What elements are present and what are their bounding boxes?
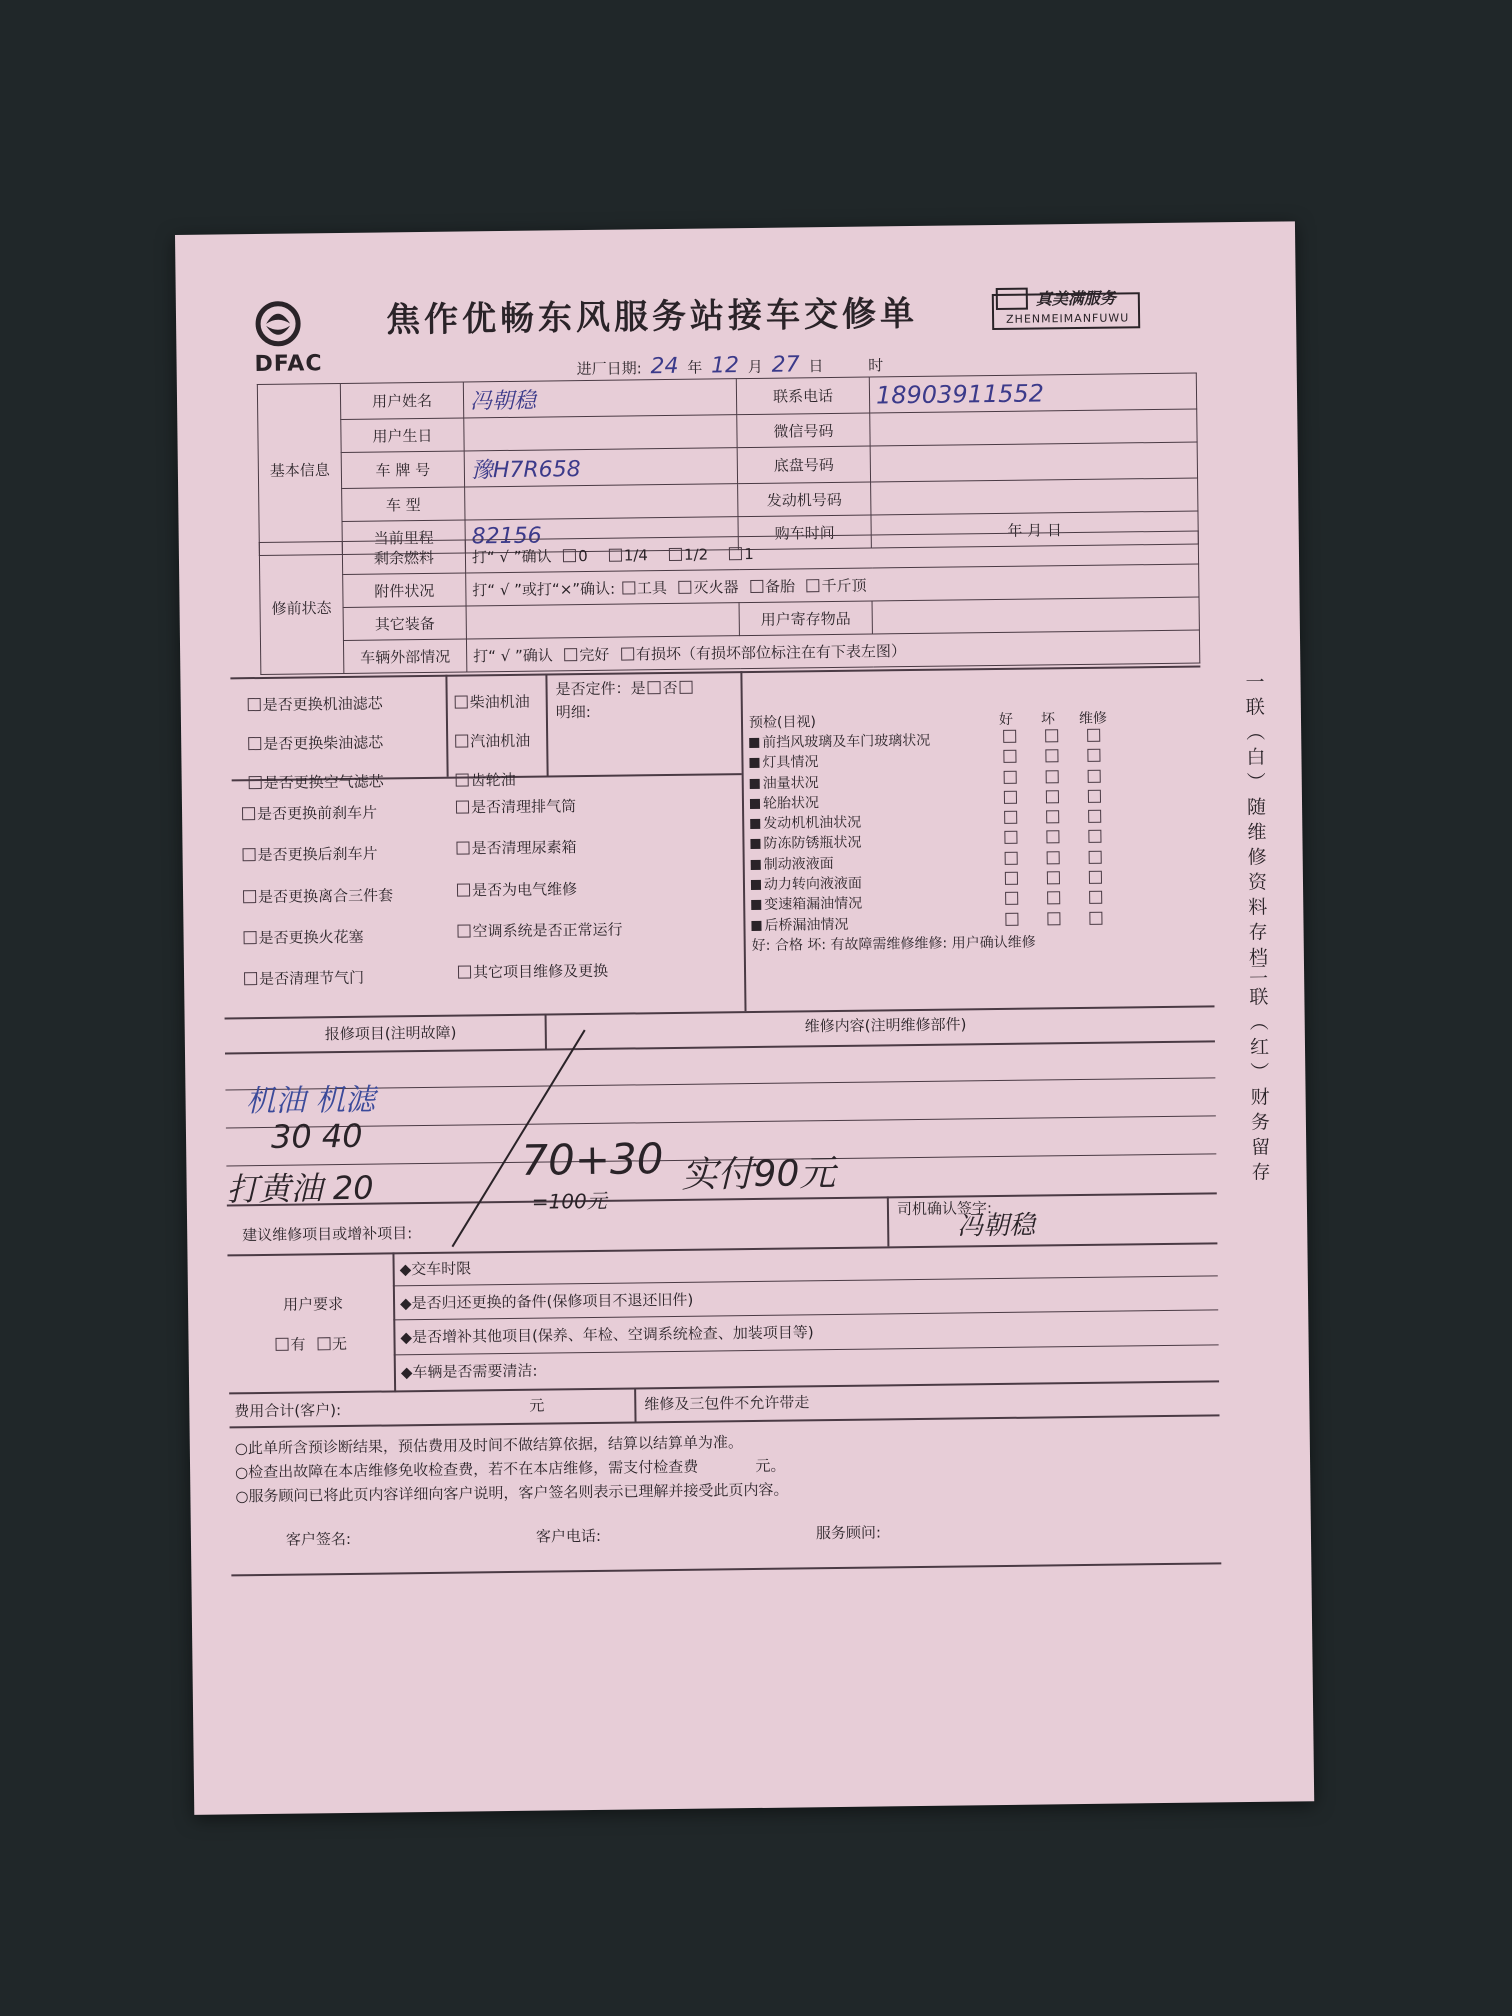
fuel-box-1[interactable] [609,548,622,561]
precheck-row: 轮胎状况 [750,789,1130,814]
hour-label: 时 [868,356,884,375]
acc-opt-1: 灭火器 [693,577,739,597]
acc-box-0[interactable] [622,581,635,594]
name-value [463,379,736,418]
customer-sign-label: 客户签名: [285,1529,352,1549]
checks-b [453,683,531,801]
fuel-opt-1: 1/4 [623,545,649,565]
fuel-box-0[interactable] [563,549,576,562]
repair-hand-4: 70+30 [521,1134,664,1185]
check-d-2[interactable]: 是否为电气维修 [455,868,623,911]
suggest-label: 建议维修项目或增补项目: [242,1224,413,1245]
mileage-hand: 82156 [471,523,542,549]
divider [445,675,448,777]
fuel-opt-2: 1/2 [683,545,709,564]
divider [740,671,746,1011]
pen-stroke-icon [445,1025,598,1257]
precheck-row: 变速箱漏油情况 [751,891,1131,916]
ext-opt-0: 完好 [579,645,610,664]
precheck-row: 前挡风玻璃及车门玻璃状况 [749,728,1129,753]
check-b-1[interactable]: 汽油机油 [453,722,530,762]
divider [392,1252,395,1392]
check-a-0[interactable]: 是否更换机油滤芯 [246,684,383,725]
basic-info-table [257,373,1199,556]
fixed-q: 是否定件：是 [555,679,646,699]
birthday-value [464,415,737,451]
precheck-title: 预检(目视) [748,714,817,732]
none-label: 无 [332,1334,348,1354]
detail-label: 明细: [555,703,592,722]
day-label: 日 [808,357,824,376]
model-value [465,484,738,520]
name-label: 用户姓名 [340,382,463,420]
none-box[interactable] [317,1337,330,1350]
ext-box-1[interactable] [621,647,634,660]
divider [225,1005,1215,1019]
fuel-box-2[interactable] [669,547,682,560]
divider [545,673,548,775]
divider [634,1387,636,1421]
precheck-row: 后桥漏油情况 [751,911,1131,936]
brand-sub: ZHENMEIMANFUWU [1006,311,1130,326]
note-2-unit: 元。 [755,1456,786,1476]
fuel-text: 打“ √ ”确认 [471,546,552,566]
fixed-part [555,677,695,725]
brand-text: 真美满服务 [1035,288,1116,309]
customer-phone-label: 客户电话: [535,1526,602,1546]
date-label: 进厂日期: [576,359,642,379]
check-d-0[interactable]: 是否清理排气筒 [454,786,622,829]
buy-label: 购车时间 [738,515,871,550]
plate-hand: 豫H7R658 [470,457,581,484]
req-item-2: ◆是否增补其他项目(保养、年检、空调系统检查、加装项目等) [400,1323,814,1347]
check-c-0[interactable]: 是否更换前刹车片 [240,792,393,835]
entry-date [576,351,887,380]
check-a-1[interactable]: 是否更换柴油滤芯 [246,723,383,764]
precheck-row: 制动液液面 [751,850,1131,875]
plate-label: 车 牌 号 [341,451,464,489]
model-label: 车 型 [342,487,465,522]
repair-hand-5: =100元 [531,1188,607,1214]
store-label: 用户寄存物品 [739,601,872,636]
col-bad: 坏 [1040,711,1056,728]
checks-c [240,792,395,1000]
buy-value: 年 月 日 [871,511,1198,548]
checks-d [454,786,624,994]
repair-col-2: 维修内容(注明维修部件) [804,1015,967,1036]
divider [231,1562,1221,1576]
acc-box-3[interactable] [807,579,820,592]
driver-sign: 冯朝稳 [956,1210,1036,1242]
logo-text: DFAC [254,351,323,378]
basic-group-label: 基本信息 [257,383,342,555]
month-label: 月 [747,357,763,377]
date-year: 24 [650,353,679,380]
check-c-2[interactable]: 是否更换离合三件套 [241,875,394,918]
check-b-0[interactable]: 柴油机油 [453,683,530,723]
precheck-row: 灯具情况 [749,749,1129,774]
precheck-footer: 好: 合格 坏: 有故障需维修维修: 用户确认维修 [751,934,1036,954]
cost-note: 维修及三包件不允许带走 [644,1393,810,1414]
repair-hand-2: 30 40 [270,1116,363,1156]
mileage-label: 当前里程 [342,520,465,555]
driver-label: 司机确认签字: [896,1199,993,1219]
precheck-row: 发动机机油状况 [750,810,1130,835]
phone-hand: 18903911552 [875,378,1045,409]
year-label: 年 [687,358,703,377]
engine-value [871,478,1198,515]
fixed-no: 否 [662,678,678,698]
repair-hand-6: 实付90元 [681,1153,836,1196]
chassis-value [870,442,1197,482]
cost-unit: 元 [529,1396,545,1415]
ext-text: 打“ √ ”确认 [473,645,553,665]
req-item-1: ◆是否归还更换的备件(保修项目不退还旧件) [399,1290,694,1313]
ext-label: 车辆外部情况 [343,639,466,674]
birthday-label: 用户生日 [341,418,464,453]
repair-col-1: 报修项目(注明故障) [324,1023,457,1044]
divider [887,1196,889,1246]
chassis-label: 底盘号码 [737,446,870,484]
precheck-row: 防冻防锈瓶状况 [750,830,1130,855]
note-3: ○服务顾问已将此页内容详细向客户说明，客户签名则表示已理解并接受此页内容。 [235,1480,789,1506]
acc-opt-2: 备胎 [764,576,796,596]
acc-box-2[interactable] [750,579,763,592]
check-d-1[interactable]: 是否清理尿素箱 [454,827,622,870]
advisor-label: 服务顾问: [815,1523,882,1543]
side-label-2: 二联（红）财务留存 [1245,961,1271,1187]
req-item-3: ◆车辆是否需要清洁: [400,1361,538,1382]
ext-box-0[interactable] [564,648,577,661]
fuel-label: 剩余燃料 [342,540,465,575]
note-2: ○检查出故障在本店维修免收检查费，若不在本店维修，需支付检查费 [235,1457,699,1482]
check-d-3[interactable]: 空调系统是否正常运行 [455,909,623,952]
acc-box-1[interactable] [678,580,691,593]
have-label: 有 [290,1335,306,1354]
side-label-1: 一联（白）随维修资料存档 [1242,671,1269,972]
check-c-1[interactable]: 是否更换后刹车片 [240,834,393,877]
form-title: 焦作优畅东风服务站接车交修单 [385,293,919,341]
wechat-value [870,409,1197,446]
acc-text: 打“ √ ”或打“×”确认: [472,579,616,599]
repair-order-sheet [175,221,1314,1815]
engine-label: 发动机号码 [738,482,871,517]
precheck-row: 动力转向液液面 [751,870,1131,895]
check-b-2[interactable]: 齿轮油 [453,761,530,801]
phone-value [869,373,1196,413]
notes [235,1430,789,1509]
fuel-opt-3: 1 [744,544,754,563]
status-group-label: 修前状态 [259,541,344,674]
fixed-no-box[interactable] [680,681,693,694]
phone-label: 联系电话 [736,377,869,415]
acc-opt-0: 工具 [636,578,668,597]
status-table [259,531,1201,675]
acc-opt-3: 千斤顶 [821,576,867,595]
note-1: ○此单所含预诊断结果，预估费用及时间不做结算依据，结算以结算单为准。 [234,1433,743,1458]
wechat-label: 微信号码 [737,413,870,448]
req-item-0: ◆交车时限 [399,1259,472,1279]
have-box[interactable] [275,1338,288,1351]
user-req-choice [273,1333,347,1357]
check-d-4[interactable]: 其它项目维修及更换 [456,951,624,994]
checks-a [246,684,384,803]
fuel-opt-0: 0 [578,546,588,565]
repair-hand-1: 机油 机滤 [245,1082,376,1120]
date-month: 12 [710,353,740,379]
fuel-box-3[interactable] [729,547,742,560]
other-value [466,603,739,639]
user-req-label: 用户要求 [282,1295,344,1314]
cost-label: 费用合计(客户): [234,1401,342,1421]
precheck-row: 油量状况 [750,769,1130,794]
col-repair: 维修 [1078,710,1108,727]
check-c-3[interactable]: 是否更换火花塞 [241,916,394,959]
date-day: 27 [771,352,800,378]
plate-value [464,448,737,487]
divider [393,1275,1218,1286]
check-c-4[interactable]: 是否清理节气门 [242,957,395,1000]
check-a-2[interactable]: 是否更换空气滤芯 [246,762,383,803]
fixed-yes-box[interactable] [648,681,661,694]
col-good: 好 [998,711,1014,728]
other-label: 其它装备 [343,606,466,641]
repair-hand-3: 打黄油 20 [226,1168,374,1209]
precheck [749,708,1132,956]
store-value [872,597,1199,634]
acc-label: 附件状况 [343,573,466,608]
name-hand: 冯朝稳 [469,388,537,415]
divider [230,1414,1220,1428]
ext-opt-1: 有损坏（有损坏部位标注在有下表左图） [635,641,907,663]
